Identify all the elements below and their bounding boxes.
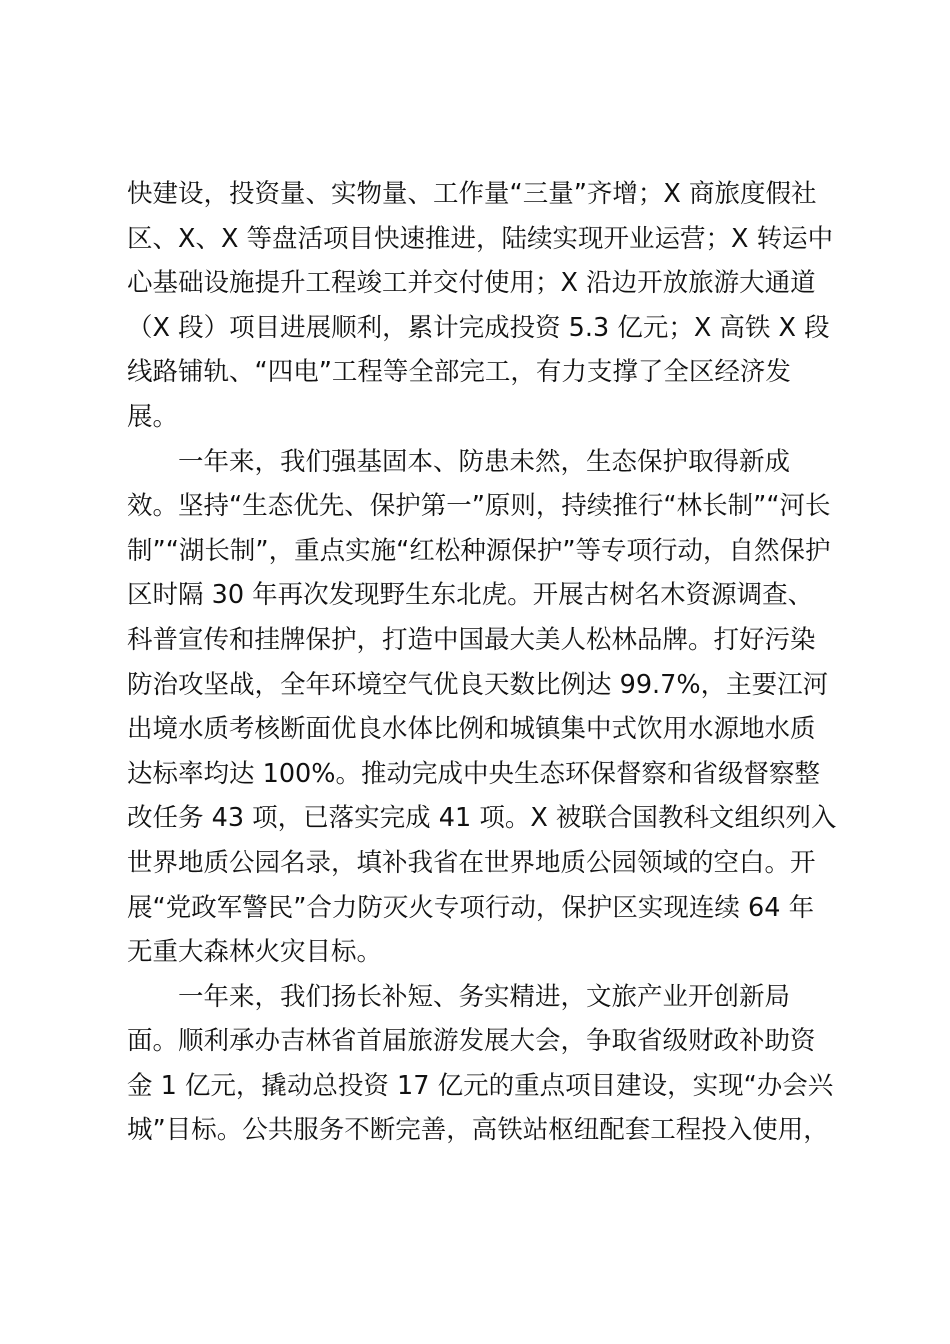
text-line: 心基础设施提升工程竣工并交付使用；X 沿边开放旅游大通道 (127, 268, 816, 299)
text-line: 世界地质公园名录，填补我省在世界地质公园领域的空白。开 (127, 847, 816, 878)
text-line: 效。坚持“生态优先、保护第一”原则，持续推行“林长制”“河长 (127, 491, 831, 522)
text-line: 达标率均达 100%。推动完成中央生态环保督察和省级督察整 (127, 758, 821, 789)
text-line: 区、X、X 等盘活项目快速推进，陆续实现开业运营；X 转运中 (127, 223, 834, 254)
paragraph-3 (127, 975, 833, 1153)
text-line: 制”“湖长制”，重点实施“红松种源保护”等专项行动，自然保护 (127, 535, 831, 566)
paragraph-1 (127, 172, 833, 440)
text-line: 出境水质考核断面优良水体比例和城镇集中式饮用水源地水质 (127, 714, 816, 745)
text-line: 金 1 亿元，撬动总投资 17 亿元的重点项目建设，实现“办会兴 (127, 1070, 834, 1101)
text-line: 一年来，我们强基固本、防患未然，生态保护取得新成 (178, 446, 791, 477)
text-line: 改任务 43 项，已落实完成 41 项。X 被联合国教科文组织列入 (127, 803, 837, 834)
text-line: 面。顺利承办吉林省首届旅游发展大会，争取省级财政补助资 (127, 1026, 816, 1057)
text-line: 城”目标。公共服务不断完善，高铁站枢纽配套工程投入使用， (127, 1115, 829, 1146)
text-line: 区时隔 30 年再次发现野生东北虎。开展古树名木资源调查、 (127, 580, 814, 611)
text-line: 线路铺轨、“四电”工程等全部完工，有力支撑了全区经济发 (127, 357, 791, 388)
text-line: 一年来，我们扬长补短、务实精进，文旅产业开创新局 (178, 981, 791, 1012)
text-line: 无重大森林火灾目标。 (127, 937, 383, 968)
text-line: 展。 (127, 401, 179, 432)
text-line: （X 段）项目进展顺利，累计完成投资 5.3 亿元；X 高铁 X 段 (127, 312, 830, 343)
text-line: 快建设，投资量、实物量、工作量“三量”齐增；X 商旅度假社 (127, 179, 817, 209)
paragraph-2 (127, 440, 837, 975)
text-line: 科普宣传和挂牌保护，打造中国最大美人松林品牌。打好污染 (127, 624, 816, 655)
text-line: 防治攻坚战，全年环境空气优良天数比例达 99.7%，主要江河 (127, 669, 829, 700)
document-body (127, 172, 837, 1153)
text-line: 展“党政军警民”合力防灭火专项行动，保护区实现连续 64 年 (127, 892, 815, 923)
